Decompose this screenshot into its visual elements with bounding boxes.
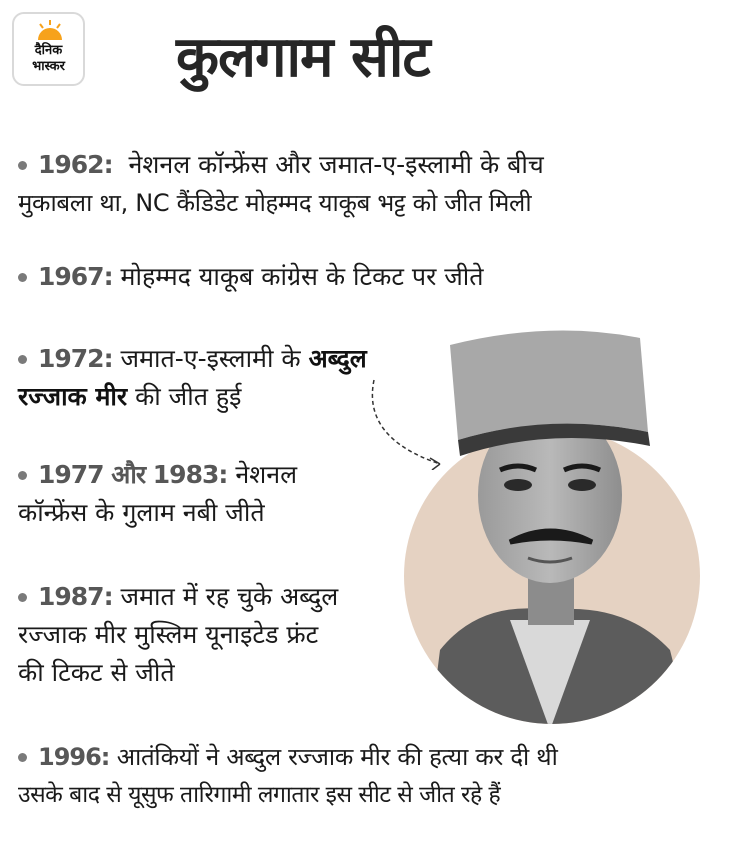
item-line [38,456,297,494]
item-text: आतंकियों ने अब्दुल रज्जाक मीर की हत्या कर दी थी [116,743,558,771]
item-text: की जीत हुई [135,382,242,411]
item-line [18,378,367,416]
year-label: 1977 और 1983: [38,460,228,489]
page-title: कुलगाम सीट [176,25,430,90]
bullet-icon [18,161,27,170]
timeline-item-1987 [18,578,338,692]
item-text: मोहम्मद याकूब कांग्रेस के टिकट पर जीते [120,262,484,291]
year-label: 1987: [38,582,113,611]
item-text: नेशनल [235,460,298,489]
bullet-icon [18,471,27,480]
item-line [38,340,367,378]
item-line [38,258,484,296]
item-line: उसके बाद से यूसुफ तारिगामी लगातार इस सीट से जीत रहे हैं [18,782,501,808]
logo-line-2: भास्कर [32,59,65,74]
logo-line-1: दैनिक [34,43,63,58]
dainik-bhaskar-logo [12,12,85,86]
item-line [38,738,558,776]
item-line [38,146,544,184]
item-line: कॉन्फ्रेंस के गुलाम नबी जीते [18,498,265,527]
item-line: की टिकट से जीते [18,658,175,687]
item-text: जमात में रह चुके अब्दुल [120,582,339,611]
timeline-item-1977-1983 [18,456,297,532]
bullet-icon [18,355,27,364]
item-line [38,578,338,616]
year-label: 1962: [38,150,113,179]
bullet-icon [18,273,27,282]
timeline-item-1972 [18,340,367,416]
timeline-item-1962 [18,146,544,222]
bullet-icon [18,753,27,762]
item-text: जमात-ए-इस्लामी के [120,344,301,373]
highlight-name: रज्जाक मीर [18,382,128,411]
timeline-item-1967 [18,258,484,296]
pointer-arrow [360,378,450,470]
item-line: रज्जाक मीर मुस्लिम यूनाइटेड फ्रंट [18,620,319,649]
item-line: मुकाबला था, NC कैंडिडेट मोहम्मद याकूब भट्ट को जीत मिली [18,189,532,217]
year-label: 1972: [38,344,113,373]
year-label: 1967: [38,262,113,291]
item-text: नेशनल कॉन्फ्रेंस और जमात-ए-इस्लामी के बीच [128,150,544,179]
sun-icon [36,20,64,40]
year-label: 1996: [38,743,110,771]
timeline-item-1996 [18,738,558,814]
highlight-name: अब्दुल [308,344,367,373]
bullet-icon [18,593,27,602]
